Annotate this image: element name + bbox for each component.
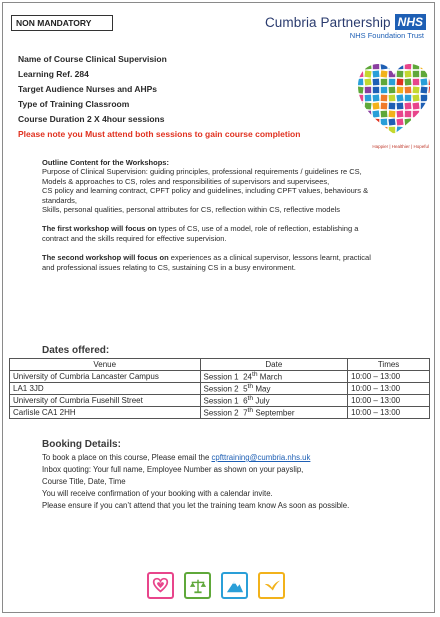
booking-line-text: To book a place on this course, Please email the <box>42 453 212 462</box>
trust-tagline: Happier | Healthier | Hopeful <box>372 144 429 149</box>
booking-line: Inbox quoting: Your full name, Employee Number as shown on your payslip, <box>42 465 304 474</box>
first-workshop <box>42 224 372 243</box>
attendance-warning: Please note you Must attend both sessions to gain course completion <box>18 129 301 139</box>
dates-heading: Dates offered: <box>42 345 110 356</box>
date-suffix: th <box>252 371 258 379</box>
nhs-logo: NHS <box>395 14 426 30</box>
second-workshop-label: The second workshop will focus on <box>42 253 169 263</box>
table-header-row <box>10 359 430 371</box>
date-cell <box>200 371 348 383</box>
time-cell: 10:00 – 13:00 <box>348 407 430 419</box>
first-workshop-text: types of CS, use of a model, role of reflection, establishing a contract and the skills required for effective supervision. <box>42 224 359 243</box>
training-type: Type of Training Classroom <box>18 99 130 109</box>
booking-line <box>42 452 402 464</box>
session-label: Session 1 <box>203 372 239 382</box>
session-label: Session 2 <box>203 408 239 418</box>
booking-heading: Booking Details: <box>42 439 121 450</box>
date-suffix: th <box>247 395 254 403</box>
outline-line: Purpose of Clinical Supervision: guiding principles, professional requirements / guidelines re CS, <box>42 167 362 177</box>
course-name: Name of Course Clinical Supervision <box>18 54 167 64</box>
outline-line: Skills, personal qualities, personal attributes for CS, reflection within CS, reflective models <box>42 205 341 215</box>
course-duration: Course Duration 2 X 4hour sessions <box>18 114 165 124</box>
second-workshop-text: experiences as a clinical supervisor, lessons learnt, practical and professional issues relating to CS, sustaining CS in a busy environment. <box>42 253 371 272</box>
session-label: Session 2 <box>203 384 239 394</box>
venue-cell: University of Cumbria Lancaster Campus <box>10 371 201 383</box>
first-workshop-label: The first workshop will focus on <box>42 224 157 234</box>
booking-line: Course Title, Date, Time <box>42 477 126 486</box>
date-day: 6 <box>243 396 248 406</box>
date-header: Date <box>200 359 348 371</box>
non-mandatory-badge: NON MANDATORY <box>11 15 113 31</box>
outline-content <box>42 158 372 272</box>
outline-line: Models & approaches to CS, roles and responsibilities of supervisors and supervisees, <box>42 176 330 186</box>
date-cell <box>200 383 348 395</box>
mountain-icon <box>221 572 248 599</box>
table-row <box>10 371 430 383</box>
date-month: March <box>259 372 283 382</box>
heart-icon <box>147 572 174 599</box>
outline-heading: Outline Content for the Workshops: <box>42 158 169 167</box>
table-row <box>10 407 430 419</box>
dates-table <box>9 358 430 419</box>
date-suffix: th <box>247 383 254 391</box>
mosaic-heart-icon <box>356 62 432 136</box>
dates-heading-text: Dates offered <box>42 345 106 356</box>
date-cell <box>200 407 348 419</box>
trust-subtitle: NHS Foundation Trust <box>349 31 424 40</box>
trust-logo <box>265 14 426 40</box>
booking-line: You will receive confirmation of your booking with a calendar invite. <box>42 489 273 498</box>
outline-line: CS policy and learning contract, CPFT policy and guidelines, including CPFT values, behaviours & standards, <box>42 186 369 205</box>
time-cell: 10:00 – 13:00 <box>348 383 430 395</box>
venue-cell: University of Cumbria Fusehill Street <box>10 395 201 407</box>
bird-icon <box>258 572 285 599</box>
course-info <box>18 52 300 142</box>
times-header: Times <box>348 359 430 371</box>
booking-details <box>42 452 402 512</box>
time-cell: 10:00 – 13:00 <box>348 395 430 407</box>
second-workshop <box>42 253 372 272</box>
date-month: May <box>255 384 271 394</box>
time-cell: 10:00 – 13:00 <box>348 371 430 383</box>
table-row <box>10 383 430 395</box>
date-cell <box>200 395 348 407</box>
booking-email-link[interactable]: cpfttraining@cumbria.nhs.uk <box>211 453 311 462</box>
table-row <box>10 395 430 407</box>
date-day: 24 <box>243 372 252 382</box>
venue-header: Venue <box>10 359 201 371</box>
venue-cell: Carlisle CA1 2HH <box>10 407 201 419</box>
date-day: 5 <box>243 384 248 394</box>
scales-icon <box>184 572 211 599</box>
footer-values-icons <box>147 572 285 599</box>
session-label: Session 1 <box>203 396 239 406</box>
date-day: 7 <box>243 408 248 418</box>
learning-ref: Learning Ref. 284 <box>18 69 89 79</box>
trust-name: Cumbria Partnership <box>264 14 391 30</box>
booking-line: Please ensure if you can’t attend that you let the training team know As soon as possible. <box>42 501 350 510</box>
date-month: July <box>255 396 270 406</box>
date-suffix: th <box>247 407 254 415</box>
date-month: September <box>255 408 295 418</box>
target-audience: Target Audience Nurses and AHPs <box>18 84 158 94</box>
venue-cell: LA1 3JD <box>10 383 201 395</box>
